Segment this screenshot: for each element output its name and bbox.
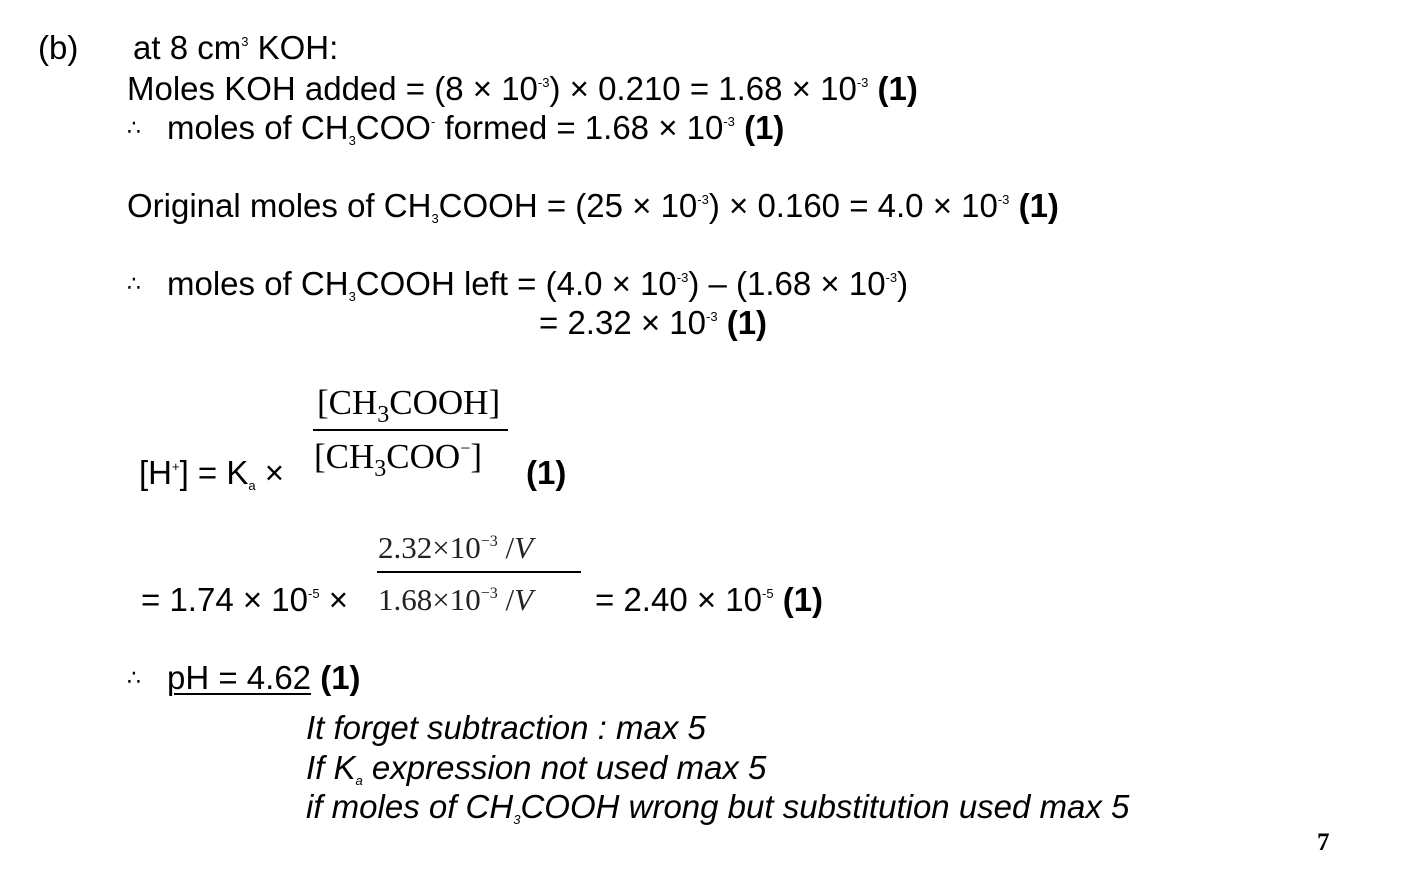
ka-fraction-bar xyxy=(313,429,508,431)
calc-denominator: $1.68\times 10^{-3}$ /V xyxy=(378,582,534,617)
ph-answer-line xyxy=(127,659,361,701)
calc-result: = $2.40 \times 10^{-5}$ (1) xyxy=(595,581,824,618)
note-subtraction: It forget subtraction : max 5 xyxy=(306,709,706,746)
note-moles-wrong: if moles of CH3COOH wrong but substitution used max 5 xyxy=(306,788,1130,827)
therefore-icon: ∴ xyxy=(127,665,141,690)
part-label: (b) xyxy=(38,29,79,66)
ka-numerator: $[CH_3COOH]$ xyxy=(317,383,501,428)
ph-answer: pH = 4.62 xyxy=(167,659,312,696)
therefore-icon: ∴ xyxy=(127,271,141,296)
mark: (1) xyxy=(526,454,567,491)
therefore-icon: ∴ xyxy=(127,115,141,140)
hplus-lhs: [H+] = Ka × xyxy=(139,454,285,493)
calc-lhs: = $1.74 \times 10^{-5}$ × xyxy=(141,581,348,618)
mark: (1) xyxy=(868,70,918,107)
note-ka-expression: If Ka expression not used max 5 xyxy=(306,749,767,788)
total-marks: 7 xyxy=(1317,829,1330,856)
mark: (1) xyxy=(1009,187,1059,224)
original-moles-line: Original moles of CH3COOH = $(25 \times 10^{-3}) \times 0.160 = 4.0 \times 10^{-3}$ (1) xyxy=(127,187,1059,226)
mark: (1) xyxy=(773,581,824,618)
calc-fraction-bar xyxy=(377,571,581,573)
moles-koh-line: Moles KOH added = $(8 \times 10^{-3}) \times 0.210 = 1.68 \times 10^{-3}$ (1) xyxy=(127,70,918,107)
mark: (1) xyxy=(717,304,768,341)
mark: (1) xyxy=(311,659,361,696)
condition-line: at 8 $cm^3$ KOH: xyxy=(133,29,339,66)
calc-numerator: $2.32\times 10^{-3}$ /V xyxy=(378,530,534,565)
mark: (1) xyxy=(734,109,785,146)
moles-left-line: ∴ moles of CH3COOH left = $(4.0 \times 10^{-3}) - (1.68 \times 10^{-3})$ xyxy=(127,265,909,304)
moles-acetate-line: ∴ moles of CH3COO- formed = $1.68 \times 10^{-3}$ (1) xyxy=(127,109,785,148)
moles-left-result: = $2.32 \times 10^{-3}$ (1) xyxy=(539,304,768,341)
ka-denominator: $[CH_3COO^-]$ xyxy=(314,437,482,482)
